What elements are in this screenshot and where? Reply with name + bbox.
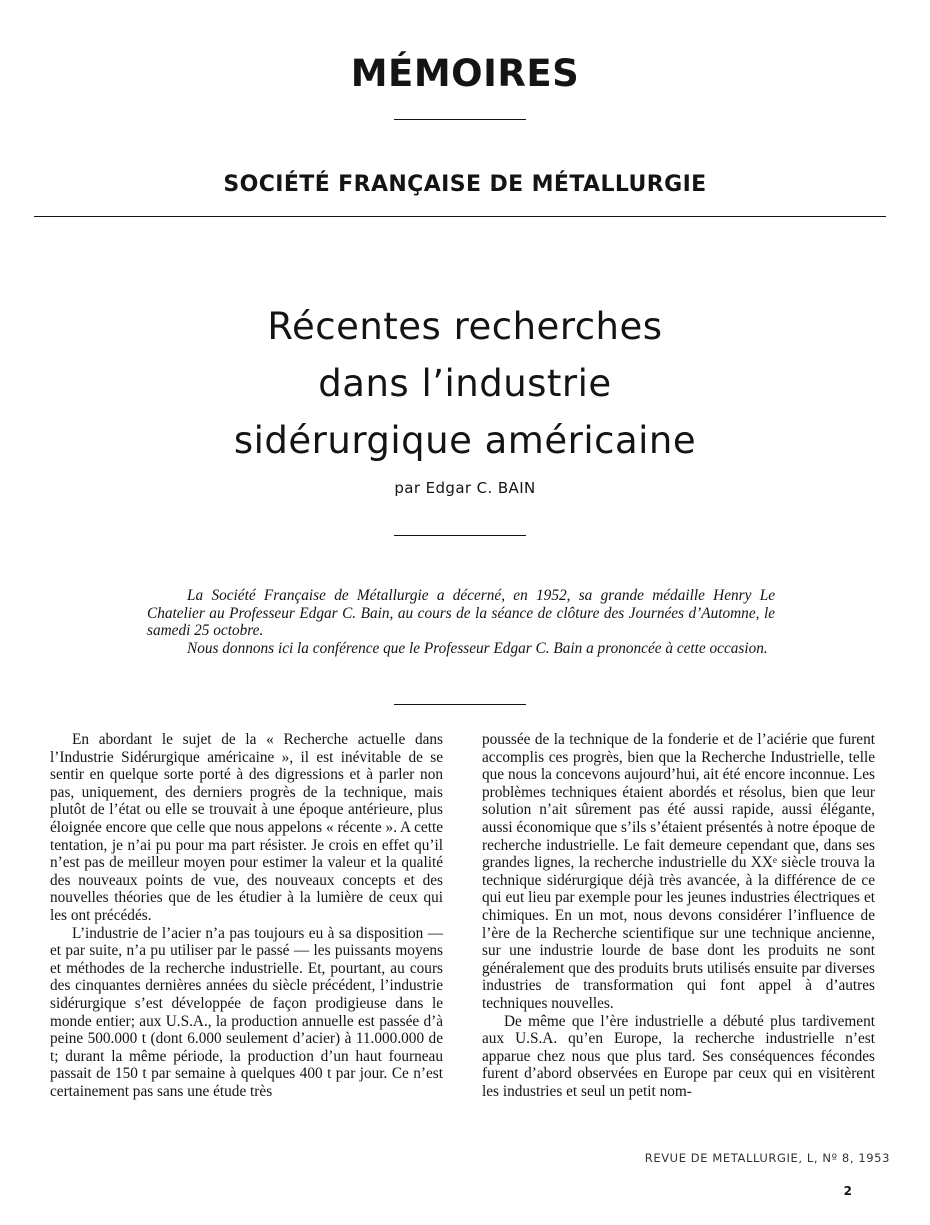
- journal-reference: REVUE DE METALLURGIE, L, Nº 8, 1953: [644, 1151, 890, 1165]
- intro-note: [147, 587, 775, 657]
- intro-paragraph: Nous donnons ici la conférence que le Professeur Edgar C. Bain a prononcée à cette occasion.: [187, 639, 768, 657]
- article-title-line: Récentes recherches: [267, 305, 663, 348]
- intro-paragraph: La Société Française de Métallurgie a décerné, en 1952, sa grande médaille Henry Le Chatelier au Professeur Edgar C. Bain, au cours de la séance de clôture des Journées d’Automne, le samedi 25 octobre.: [147, 587, 775, 639]
- body-paragraph: L’industrie de l’acier n’a pas toujours eu à sa disposition — et par suite, n’a pu utiliser par le passé — les puissants moyens et méthodes de la recherche industrielle. Et, pourtant, au cours des cinquantes dernières années du siècle précédent, l’industrie sidérurgique s’est développée de façon prodigieuse dans le monde entier; aux U.S.A., la production annuelle est passée d’à peine 500.000 t (dont 6.000 seulement d’acier) à 11.000.000 de t; durant la même période, la production d’un haut fourneau passait de 150 t par semaine à quelques 400 t par jour. Ce n’est certainement pas sans une étude très: [50, 924, 443, 1100]
- title-divider: [394, 119, 526, 120]
- body-column-right: [482, 731, 875, 1100]
- body-paragraph: En abordant le sujet de la « Recherche actuelle dans l’Industrie Sidérurgique américaine », il est inévitable de se sentir en quelque sorte porté à des digressions et à parler non pas, uniquement, des derniers progrès de la technique, mais plutôt de l’état ou elle se trouvait à une époque antérieure, plus éloignée encore que celle que nous appelons « récente ». A cette tentation, je n’ai pu pour ma part résister. Je crois en effet qu’il n’est pas de meilleur moyen pour estimer la valeur et la qualité des nouveaux points de vue, des nouveaux concepts et des nouvelles théories que de les étudier à la lumière de ceux qui les ont précédés.: [50, 731, 443, 924]
- author-divider: [394, 535, 526, 536]
- page-number: 2: [843, 1184, 852, 1198]
- article-title-line: dans l’industrie: [318, 362, 612, 405]
- body-paragraph: poussée de la technique de la fonderie et de l’aciérie que furent accomplis ces progrès, bien que la Recherche Industrielle, telle que nous la concevons aujourd’hui, ait été encore inconnue. Les problèmes techniques étaient abordés et résolus, bien que leur solution n’ait sûrement pas été aussi rapide, aussi élégante, aussi économique que s’ils s’étaient présentés à notre époque de recherche industrielle. Le fait demeure cependant que, dans ses grandes lignes, la recherche industrielle du XXᵉ siècle trouva la technique sidérurgique déjà très avancée, à la différence de ce qui eut lieu par exemple pour les jeunes industries électriques et chimiques. En un mot, nous devons considérer l’influence de l’ère de la Recherche scientifique sur une technique ancienne, sur une industrie lourde de base dont les produits ne sont généralement que des produits bruts utilisés ensuite par diverses industries de transformation qui font appel à d’autres techniques nouvelles.: [482, 731, 875, 1012]
- article-author: par Edgar C. BAIN: [394, 479, 536, 497]
- body-column-left: [50, 731, 443, 1100]
- header-rule: [34, 216, 886, 217]
- journal-title: MÉMOIRES: [350, 52, 580, 95]
- article-title-line: sidérurgique américaine: [233, 419, 697, 462]
- body-paragraph: De même que l’ère industrielle a débuté plus tardivement aux U.S.A. qu’en Europe, la recherche industrielle n’est apparue chez nous que plus tard. Ses conséquences fécondes furent d’abord observées en Europe par ceux qui en visitèrent les industries et seul un petit nom-: [482, 1012, 875, 1100]
- intro-divider: [394, 704, 526, 705]
- article-title: [0, 298, 930, 469]
- society-name: SOCIÉTÉ FRANÇAISE DE MÉTALLURGIE: [223, 172, 707, 197]
